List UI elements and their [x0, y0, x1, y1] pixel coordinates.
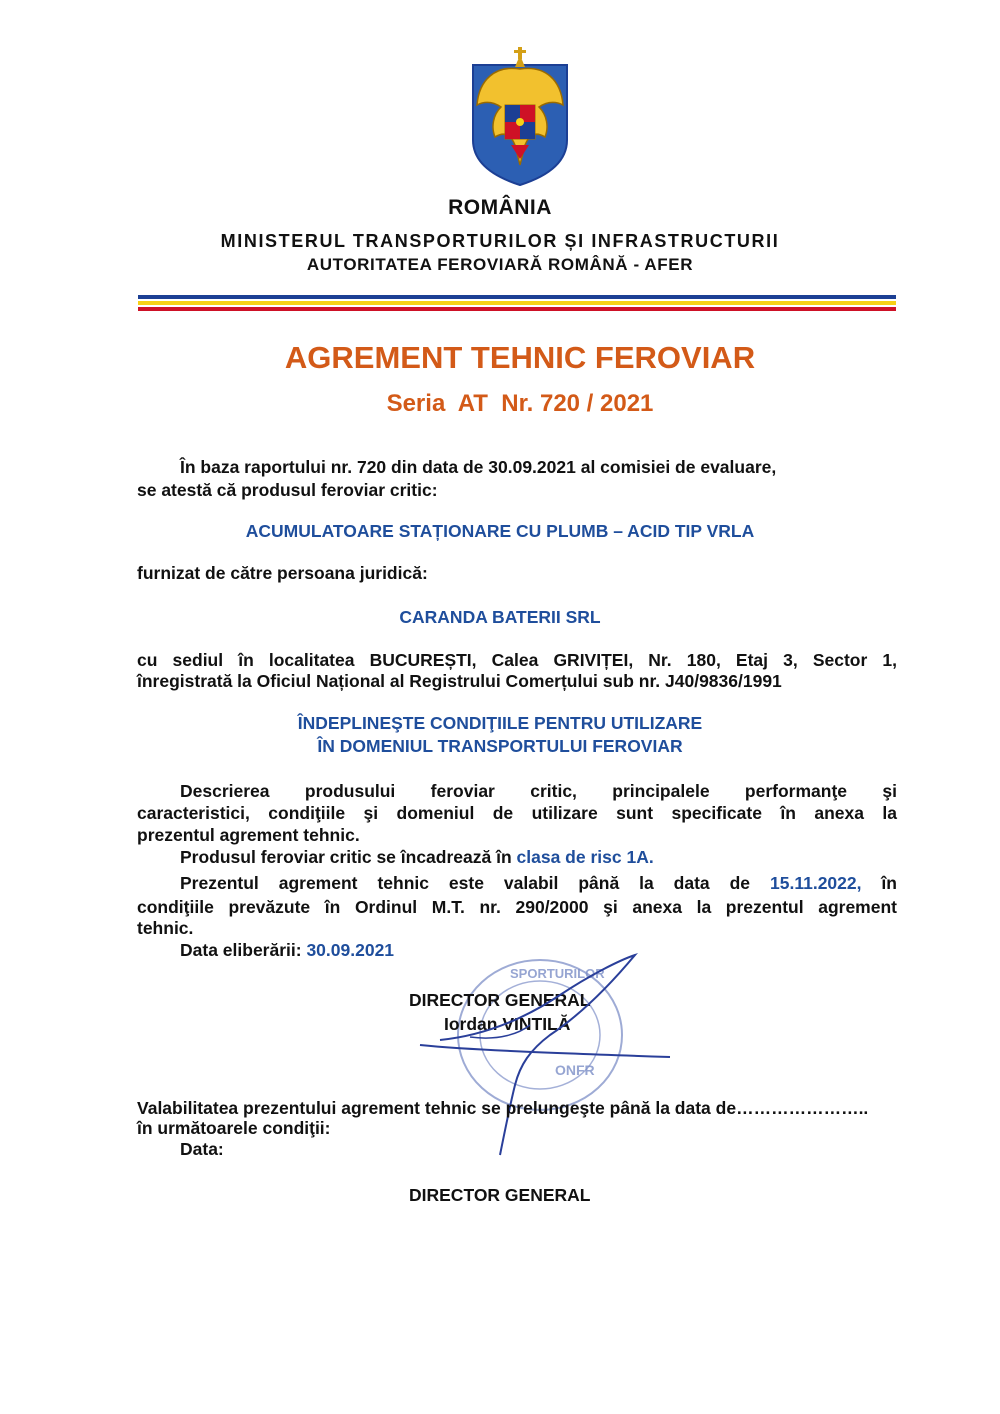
risk-class [180, 847, 900, 868]
country-name: ROMÂNIA [448, 196, 552, 219]
signatory-title: DIRECTOR GENERAL [409, 990, 591, 1010]
validity-prefix: Prezentul agrement tehnic este valabil până la data de [180, 873, 770, 893]
validity-line-3: tehnic. [137, 918, 194, 938]
issue-date: 30.09.2021 [306, 940, 395, 960]
address-line-1: cu sediul în localitatea BUCUREȘTI, Calea GRIVIȚEI, Nr. 180, Etaj 3, Sector 1, [137, 650, 897, 670]
validity-suffix: în [861, 873, 897, 893]
address-line-2: înregistrată la Oficiul Național al Registrului Comerțului sub nr. J40/9836/1991 [137, 671, 782, 691]
signatory-name: Iordan VINTILĂ [444, 1014, 571, 1034]
stamp-ring-text: SPORTURILOR [510, 966, 605, 981]
description-line-2: caracteristici, condiţiile şi domeniul de utilizare sunt specificate în anexa la [137, 803, 897, 823]
ministry-name: MINISTERUL TRANSPORTURILOR ȘI INFRASTRUCTURII [220, 231, 780, 251]
validity-line-2: condiţiile prevăzute în Ordinul M.T. nr. 290/2000 şi anexa la prezentul agrement [137, 897, 897, 917]
supplier-intro: furnizat de către persoana juridică: [137, 563, 428, 583]
issue-label: Data eliberării: [180, 940, 307, 960]
extension-signatory: DIRECTOR GENERAL [409, 1185, 591, 1205]
validity-date: 15.11.2022, [770, 873, 862, 893]
authority-name: AUTORITATEA FEROVIARĂ ROMÂNĂ - AFER [306, 255, 694, 274]
extension-line-1: Valabilitatea prezentului agrement tehnic se prelungeşte până la data de………………….. [137, 1098, 869, 1118]
compliance-line-2: ÎN DOMENIUL TRANSPORTULUI FEROVIAR [317, 736, 683, 756]
romania-coat-of-arms-icon [465, 45, 575, 190]
extension-date-label: Data: [180, 1139, 224, 1159]
description-line-3: prezentul agrement tehnic. [137, 825, 360, 845]
compliance-line-1: ÎNDEPLINEŞTE CONDIŢIILE PENTRU UTILIZARE [297, 713, 703, 733]
product-name: ACUMULATOARE STAȚIONARE CU PLUMB – ACID TIP VRLA [245, 521, 755, 541]
document-series: Seria AT Nr. 720 / 2021 [386, 390, 654, 417]
description-line-1: Descrierea produsului feroviar critic, principalele performanţe şi [180, 781, 897, 801]
validity-line-1 [180, 873, 897, 894]
document-title: AGREMENT TEHNIC FEROVIAR [284, 340, 756, 375]
risk-prefix: Produsul feroviar critic se încadrează în [180, 847, 517, 867]
intro-line-2: se atestă că produsul feroviar critic: [137, 480, 438, 500]
intro-line-1: În baza raportului nr. 720 din data de 30.09.2021 al comisiei de evaluare, [180, 457, 777, 477]
company-name: CARANDA BATERII SRL [399, 607, 601, 627]
stamp-center-text: ONFR [555, 1062, 595, 1078]
tricolor-band [138, 295, 896, 313]
risk-value: clasa de risc 1A. [516, 847, 654, 867]
extension-line-2: în următoarele condiţii: [137, 1118, 331, 1138]
